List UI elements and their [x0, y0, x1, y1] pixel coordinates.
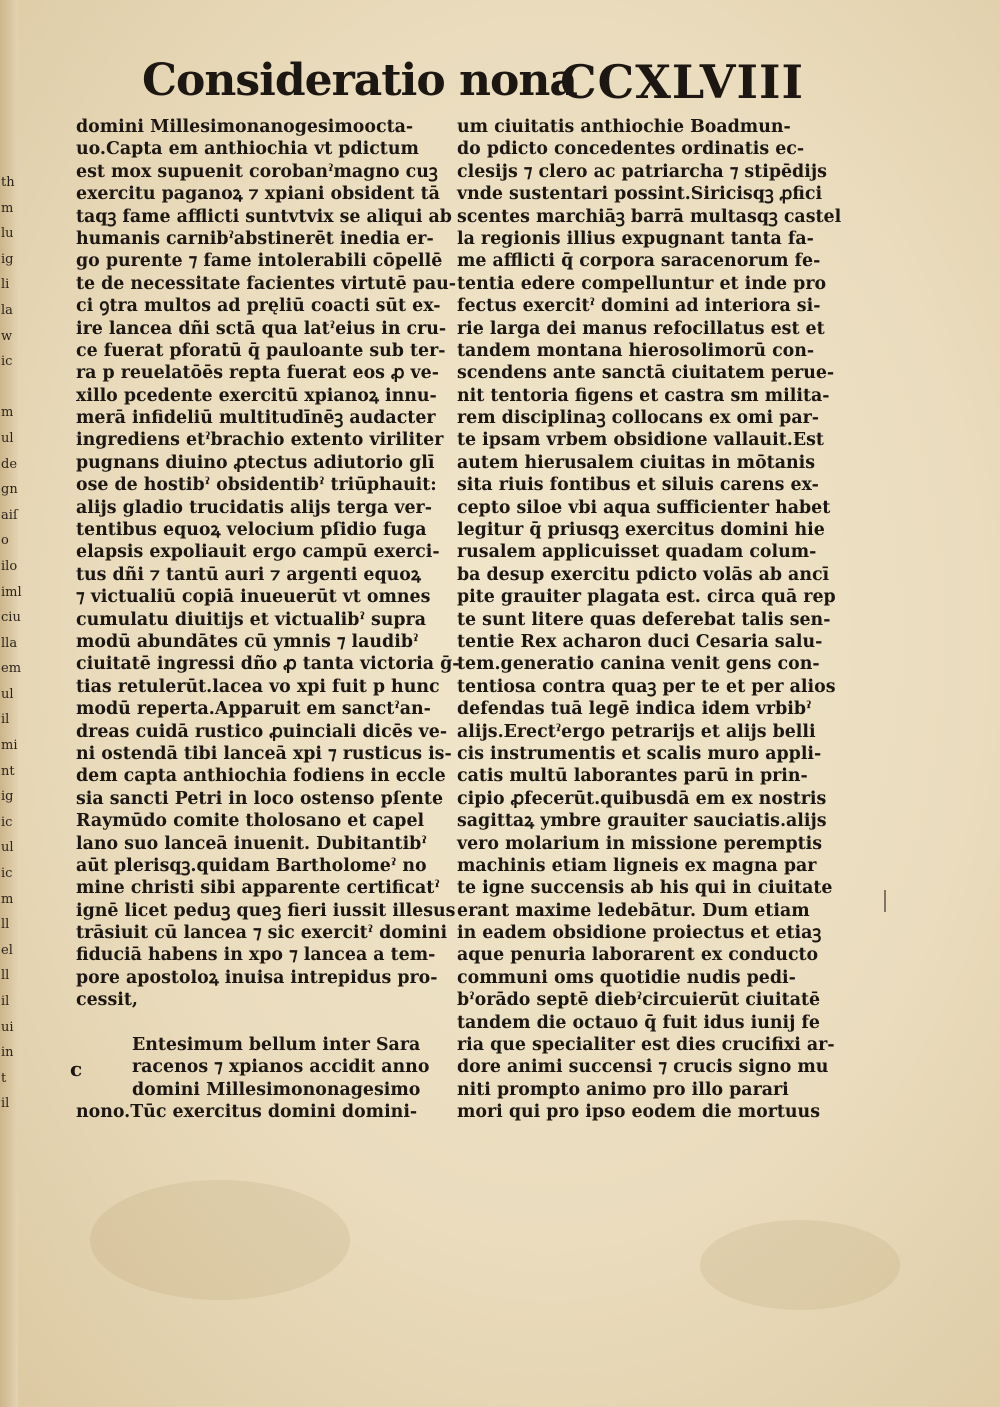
paper-stain: [700, 1220, 900, 1310]
text-line: aūt plerisqꝫ.quidam Bartholomeˀ no: [76, 855, 427, 876]
left-text-column: [76, 116, 460, 1124]
edge-fragment: o: [1, 533, 9, 549]
text-line: cepto siloe vbi aqua sufficienter habet: [457, 497, 831, 518]
text-line: me afflicti q̄ corpora saracenorum fe-: [457, 251, 821, 272]
text-line: vero molarium in missione peremptis: [457, 833, 823, 854]
text-line: dem capta anthiochia fodiens in eccle: [76, 766, 446, 787]
edge-fragment: m: [1, 200, 14, 216]
text-line: pugnans diuino ꝓtectus adiutorio glī: [76, 452, 435, 473]
text-line: tem.generatio canina venit gens con-: [457, 654, 820, 675]
text-line: legitur q̄ priusqꝫ exercitus domini hie: [457, 520, 825, 541]
text-line: niti prompto animo pro illo parari: [457, 1079, 789, 1100]
text-line: do pdicto concedentes ordinatis ec-: [457, 139, 805, 160]
edge-fragment: gn: [1, 482, 18, 498]
text-line: dreas cuidā rustico ꝓuinciali dicēs ve-: [76, 721, 448, 742]
text-line: rusalem applicuisset quadam colum-: [457, 542, 817, 563]
text-line: xillo pcedente exercitū xpianoꝝ innu-: [76, 385, 437, 406]
text-line: domini Millesimononagesimo: [132, 1079, 421, 1100]
text-line: ire lancea dñi sctā qua latˀeius in cru-: [76, 318, 447, 339]
edge-fragment: em: [1, 661, 22, 677]
text-line: catis multū laborantes parū in prin-: [457, 766, 808, 787]
edge-fragment: il: [1, 712, 10, 728]
text-line: scentes marchiāꝫ barrā multasqꝫ castel: [457, 206, 842, 227]
text-line: ra p reuelatōēs repta fuerat eos ꝓ ve-: [76, 363, 439, 384]
text-line: aque penuria laborarent ex conducto: [457, 945, 819, 966]
text-line: ni ostendā tibi lanceā xpi ⁊ rusticus is-: [76, 743, 452, 764]
text-line: cipio ꝓfecerūt.quibusdā em ex nostris: [457, 788, 827, 809]
text-line: clesijs ⁊ clero ac patriarcha ⁊ stipēdijs: [457, 161, 827, 182]
edge-fragment: ul: [1, 430, 14, 446]
text-line: alijs gladio trucidatis alijs terga ver-: [76, 497, 432, 518]
edge-fragment: nt: [1, 763, 15, 779]
edge-fragment: il: [1, 1096, 10, 1112]
text-line: pite grauiter plagata est. circa quā rep: [457, 587, 836, 608]
edge-fragment: ic: [1, 354, 13, 370]
text-line: ose de hostibˀ obsidentibˀ triūphauit:: [76, 475, 437, 496]
text-line: communi oms quotidie nudis pedi-: [457, 967, 796, 988]
text-line: modū abundātes cū ymnis ⁊ laudibˀ: [76, 631, 419, 652]
text-line: ba desup exercitu pdicto volās ab ancī: [457, 564, 830, 585]
text-line: defendas tuā legē indica idem vrbibˀ: [457, 699, 812, 720]
edge-fragment: ciu: [1, 610, 21, 626]
edge-fragment: de: [1, 456, 18, 472]
text-line: machinis etiam ligneis ex magna par: [457, 855, 817, 876]
text-line: sia sancti Petri in loco ostenso pſente: [76, 788, 444, 809]
text-line: humanis carnibˀabstinerēt inedia er-: [76, 228, 434, 249]
text-line: alijs.Erectˀergo petrarijs et alijs belli: [457, 721, 816, 742]
text-line: lano suo lanceā inuenit. Dubitantibˀ: [76, 833, 427, 854]
edge-fragment: m: [1, 405, 14, 421]
edge-fragment: w: [1, 328, 13, 344]
text-line: rie larga dei manus refocillatus est et: [457, 318, 825, 339]
text-line: fiduciā habens in xpo ⁊ lancea a tem-: [76, 945, 436, 966]
text-line: exercitu paganoꝝ ⁊ xpiani obsident tā: [76, 184, 440, 205]
edge-fragment: il: [1, 994, 10, 1009]
text-line: cis instrumentis et scalis muro appli-: [457, 743, 822, 764]
edge-fragment: [1, 375, 17, 401]
text-line: Entesimum bellum inter Sara: [132, 1035, 421, 1056]
edge-fragment: el: [1, 942, 13, 958]
text-line: tentiosa contra quaꝫ per te et per alios: [457, 676, 836, 697]
text-line: uo.Capta em anthiochia vt pdictum: [76, 139, 419, 160]
text-line: cumulatu diuitijs et victualibˀ supra: [76, 609, 426, 630]
text-line: dore animi succensi ⁊ crucis signo mu: [457, 1057, 829, 1078]
edge-fragment: ui: [1, 1019, 14, 1035]
text-line: domini Millesimonanogesimoocta-: [76, 117, 414, 137]
text-line: taqꝫ fame afflicti suntvtvix se aliqui ab: [76, 206, 452, 227]
text-line: rem disciplinaꝫ collocans ex omi par-: [457, 408, 819, 429]
text-line: ci ꝯtra multos ad pręliū coacti sūt ex-: [76, 296, 441, 317]
edge-fragment: ig: [1, 789, 14, 805]
edge-fragment: ig: [1, 251, 14, 267]
text-line: tentibus equoꝝ velocium pſidio fuga: [76, 520, 427, 541]
text-line: ce fuerat pforatū q̄ pauloante sub ter-: [76, 340, 446, 361]
edge-fragment: ilo: [1, 558, 18, 574]
edge-fragment: m: [1, 891, 14, 907]
edge-fragment: li: [1, 277, 10, 293]
edge-fragment: lla: [1, 635, 18, 651]
edge-fragment: th: [1, 175, 15, 190]
text-line: nit tentoria figens et castra sm milita-: [457, 385, 830, 406]
text-line: tus dñi ⁊ tantū auri ⁊ argenti equoꝝ: [76, 564, 421, 585]
edge-fragment: ic: [1, 866, 13, 882]
text-line: te ipsam vrbem obsidione vallauit.Est: [457, 430, 824, 451]
folio-number: CCXLVIII: [560, 55, 805, 109]
text-line: te de necessitate facientes virtutē pau-: [76, 273, 457, 294]
text-line: mine christi sibi apparente certificatˀ: [76, 878, 440, 899]
edge-fragment: in: [1, 1045, 14, 1061]
text-line: sita riuis fontibus et siluis carens ex-: [457, 475, 819, 496]
text-line: scendens ante sanctā ciuitatem perue-: [457, 363, 835, 384]
text-line: sagittaꝝ ymbre grauiter sauciatis.alijs: [457, 811, 827, 832]
edge-fragment: ll: [1, 917, 10, 933]
text-line: elapsis expoliauit ergo campū exerci-: [76, 542, 440, 563]
text-line: tandem montana hierosolimorū con-: [457, 340, 815, 361]
edge-fragment: ll: [1, 968, 10, 984]
text-line: ⁊ victualiū copiā inueuerūt vt omnes: [76, 587, 431, 608]
text-line: tias retulerūt.lacea vo xpi fuit p hunc: [76, 676, 440, 697]
edge-fragment: ul: [1, 840, 14, 856]
running-title: Consideratio nona: [142, 55, 577, 106]
text-line: autem hierusalem ciuitas in mōtanis: [457, 452, 816, 473]
text-line: ignē licet peduꝫ queꝫ fieri iussit illesus: [76, 900, 456, 921]
edge-fragment: mi: [1, 738, 18, 754]
text-line: tentia edere compelluntur et inde pro: [457, 273, 827, 294]
text-line: trāsiuit cū lancea ⁊ sic exercitˀ domini: [76, 923, 448, 944]
text-line: merā infideliū multitudīnēꝫ audacter: [76, 408, 436, 429]
edge-fragment: la: [1, 302, 13, 318]
text-line: pore apostoloꝝ inuisa intrepidus pro-: [76, 967, 438, 988]
text-line: te sunt litere quas deferebat talis sen-: [457, 609, 831, 630]
stray-ink-mark: [884, 890, 886, 912]
text-line: fectus exercitˀ domini ad interiora si-: [457, 296, 821, 317]
text-line: vnde sustentari possint.Siricisqꝫ ꝓfici: [457, 184, 823, 205]
text-line: est mox supuenit corobanˀmagno cuꝫ: [76, 161, 438, 182]
text-line: tentie Rex acharon duci Cesaria salu-: [457, 631, 823, 652]
text-line: in eadem obsidione proiectus et etiaꝫ: [457, 923, 822, 944]
edge-fragment: aiſ: [1, 507, 18, 523]
edge-fragment: ul: [1, 686, 14, 702]
edge-fragment: iml: [1, 584, 22, 600]
edge-fragment: ic: [1, 814, 13, 830]
text-line: tandem die octauo q̄ fuit idus iunij fe: [457, 1012, 820, 1033]
text-line: racenos ⁊ xpianos accidit anno: [132, 1057, 430, 1078]
text-line: erant maxime ledebātur. Dum etiam: [457, 900, 810, 921]
text-line: mori qui pro ipso eodem die mortuus: [457, 1102, 820, 1123]
edge-fragment: lu: [1, 226, 14, 242]
right-text-column: [457, 116, 842, 1124]
text-line: ingrediens etˀbrachio extento viriliter: [76, 430, 444, 451]
text-line: modū reperta.Apparuit em sanctˀan-: [76, 699, 431, 720]
text-line: um ciuitatis anthiochie Boadmun-: [457, 117, 791, 137]
text-line: cessit,: [76, 990, 138, 1011]
text-line: ria que specialiter est dies crucifixi ar-: [457, 1035, 835, 1056]
text-line: la regionis illius expugnant tanta fa-: [457, 228, 814, 249]
paragraph-gap: [76, 1012, 436, 1034]
text-line: nono.Tūc exercitus domini domini-: [76, 1102, 418, 1123]
text-line: Raymūdo comite tholosano et capel: [76, 811, 425, 832]
text-line: go purente ⁊ fame intolerabili cōpellē: [76, 251, 443, 272]
text-line: bˀorādo septē diebˀcircuierūt ciuitatē: [457, 990, 821, 1011]
adjacent-page-text-fragments: [1, 170, 22, 1117]
section-letter: c: [70, 1057, 83, 1081]
text-line: ciuitatē ingressi dño ꝓ tanta victoria ḡ-: [76, 654, 460, 675]
text-line: te igne succensis ab his qui in ciuitate: [457, 878, 833, 899]
paper-stain: [90, 1180, 350, 1300]
edge-fragment: t: [1, 1070, 7, 1086]
